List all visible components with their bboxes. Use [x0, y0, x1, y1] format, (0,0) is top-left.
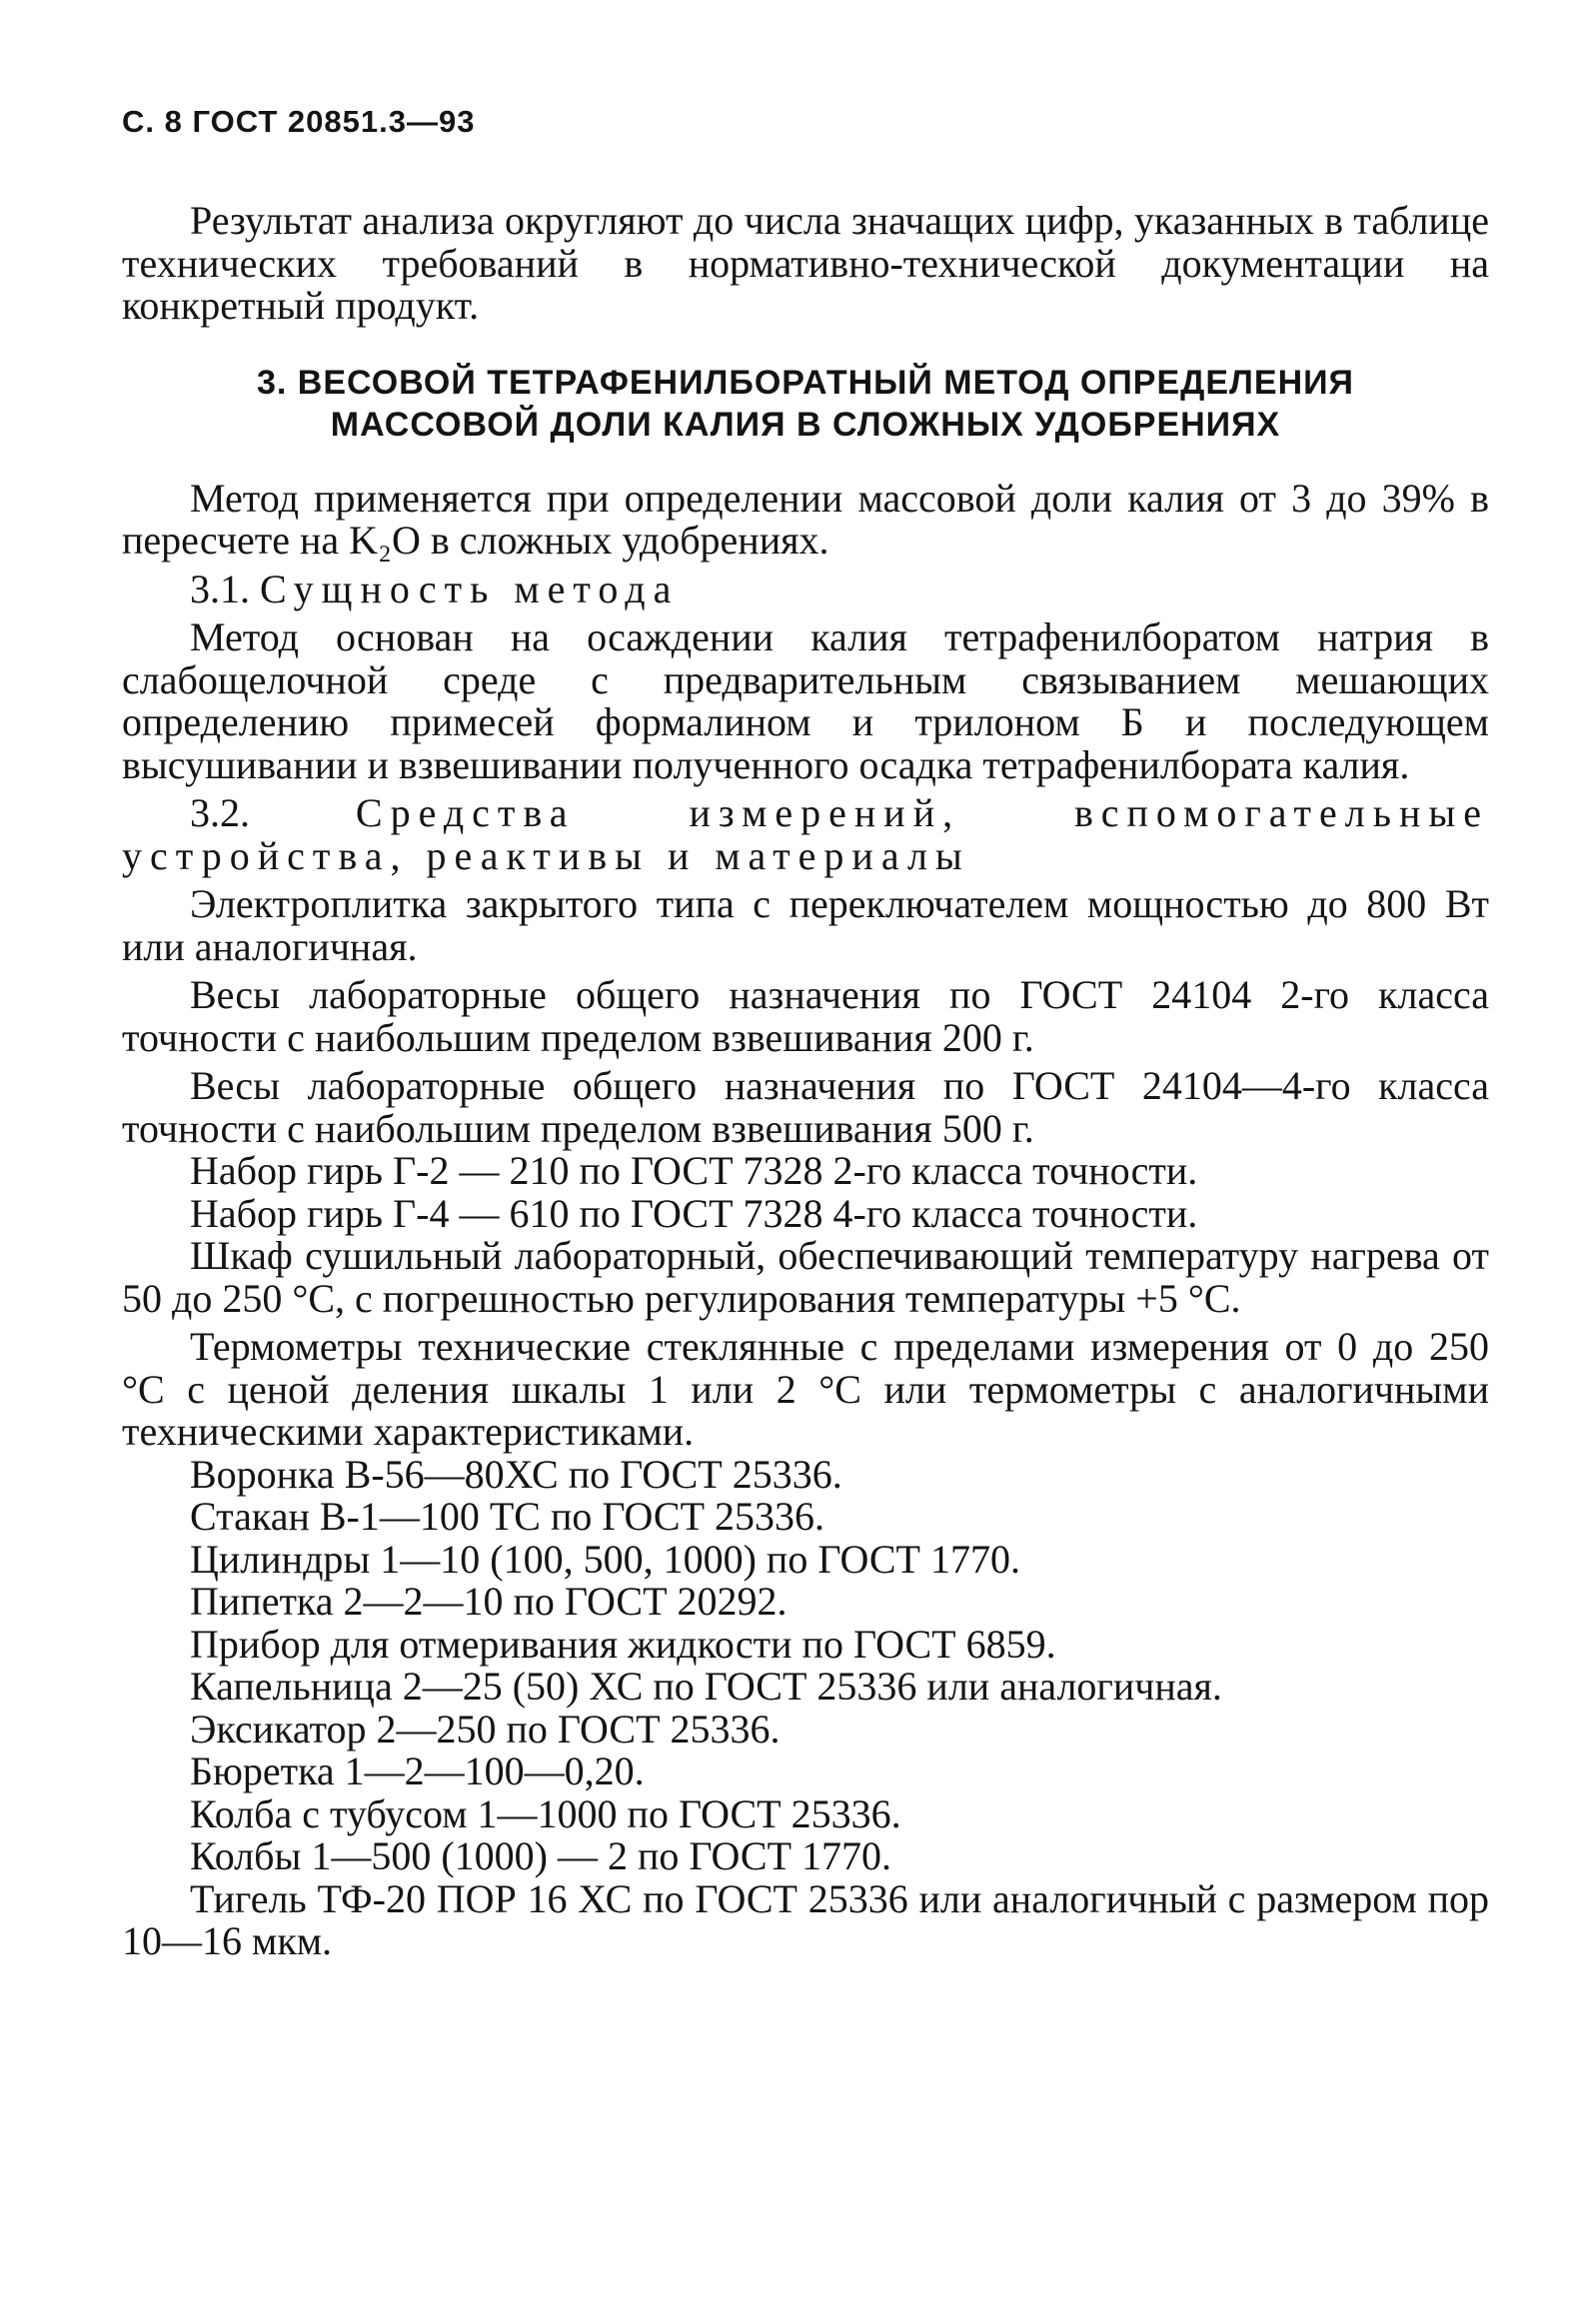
subsection-3-2-number: 3.2. — [190, 790, 250, 835]
equipment-item: Цилиндры 1—10 (100, 500, 1000) по ГОСТ 1770. — [190, 1536, 1020, 1582]
document-body — [122, 200, 1489, 1963]
subsection-3-2-title: Средства измерений, вспомогательные устройства, реактивы и материалы — [122, 790, 1490, 878]
equipment-item: Электроплитка закрытого типа с переключателем мощностью до 800 Вт или аналогичная. — [122, 881, 1489, 969]
equipment-item: Стакан В-1—100 ТС по ГОСТ 25336. — [190, 1494, 824, 1539]
subsection-3-1-paragraph: Метод основан на осаждении калия тетрафенилборатом натрия в слабощелочной среде с предварительным связыванием мешающих определению примесей формалином и трилоном Б и последующем высушивании и взвешивании полученного осадка тетрафенилбората калия. — [122, 614, 1489, 787]
equipment-item: Воронка В-56—80ХС по ГОСТ 25336. — [190, 1451, 842, 1497]
equipment-item: Колба с тубусом 1—1000 по ГОСТ 25336. — [190, 1790, 901, 1836]
subsection-3-1-title: Сущность метода — [260, 566, 680, 611]
section-heading-line-2: МАССОВОЙ ДОЛИ КАЛИЯ В СЛОЖНЫХ УДОБРЕНИЯХ — [330, 405, 1281, 444]
equipment-item: Набор гирь Г-4 — 610 по ГОСТ 7328 4-го класса точности. — [190, 1190, 1198, 1236]
equipment-item: Пипетка 2—2—10 по ГОСТ 20292. — [190, 1579, 788, 1624]
running-head: С. 8 ГОСТ 20851.3—93 — [122, 104, 476, 139]
equipment-item: Весы лабораторные общего назначения по ГОСТ 24104—4-го класса точности с наибольшим пределом взвешивания 500 г. — [122, 1063, 1489, 1151]
subsection-3-1-heading — [122, 566, 1489, 611]
equipment-item: Прибор для отмеривания жидкости по ГОСТ 6859. — [190, 1621, 1056, 1667]
subsection-3-1-number: 3.1. — [190, 566, 250, 611]
equipment-item: Капельница 2—25 (50) ХС по ГОСТ 25336 или аналогичная. — [190, 1664, 1222, 1709]
intro-paragraph: Результат анализа округляют до числа значащих цифр, указанных в таблице технических требований в нормативно-технической документации на конкретный продукт. — [122, 198, 1489, 328]
equipment-item: Колбы 1—500 (1000) — 2 по ГОСТ 1770. — [190, 1833, 892, 1878]
equipment-item: Термометры технические стеклянные с пределами измерения от 0 до 250 °С с ценой деления шкалы 1 или 2 °С или термометры с аналогичными техническими характеристиками. — [122, 1324, 1489, 1454]
equipment-item: Набор гирь Г-2 — 210 по ГОСТ 7328 2-го класса точности. — [190, 1148, 1198, 1193]
equipment-item: Эксикатор 2—250 по ГОСТ 25336. — [190, 1706, 781, 1751]
equipment-item: Весы лабораторные общего назначения по ГОСТ 24104 2-го класса точности с наибольшим пределом взвешивания 200 г. — [122, 972, 1489, 1060]
scope-paragraph: Метод применяется при определении массовой доли калия от 3 до 39% в пересчете на K₂O в сложных удобрениях. — [122, 475, 1489, 563]
equipment-item: Бюретка 1—2—100—0,20. — [190, 1748, 645, 1793]
equipment-item: Шкаф сушильный лабораторный, обеспечивающий температуру нагрева от 50 до 250 °С, с погрешностью регулирования температуры +5 °С. — [122, 1233, 1489, 1321]
equipment-item: Тигель ТФ-20 ПОР 16 ХС по ГОСТ 25336 или аналогичный с размером пор 10—16 мкм. — [122, 1875, 1489, 1963]
subsection-3-2-heading — [122, 792, 1489, 877]
section-heading — [122, 362, 1489, 446]
section-heading-line-1: 3. ВЕСОВОЙ ТЕТРАФЕНИЛБОРАТНЫЙ МЕТОД ОПРЕДЕЛЕНИЯ — [257, 363, 1354, 402]
